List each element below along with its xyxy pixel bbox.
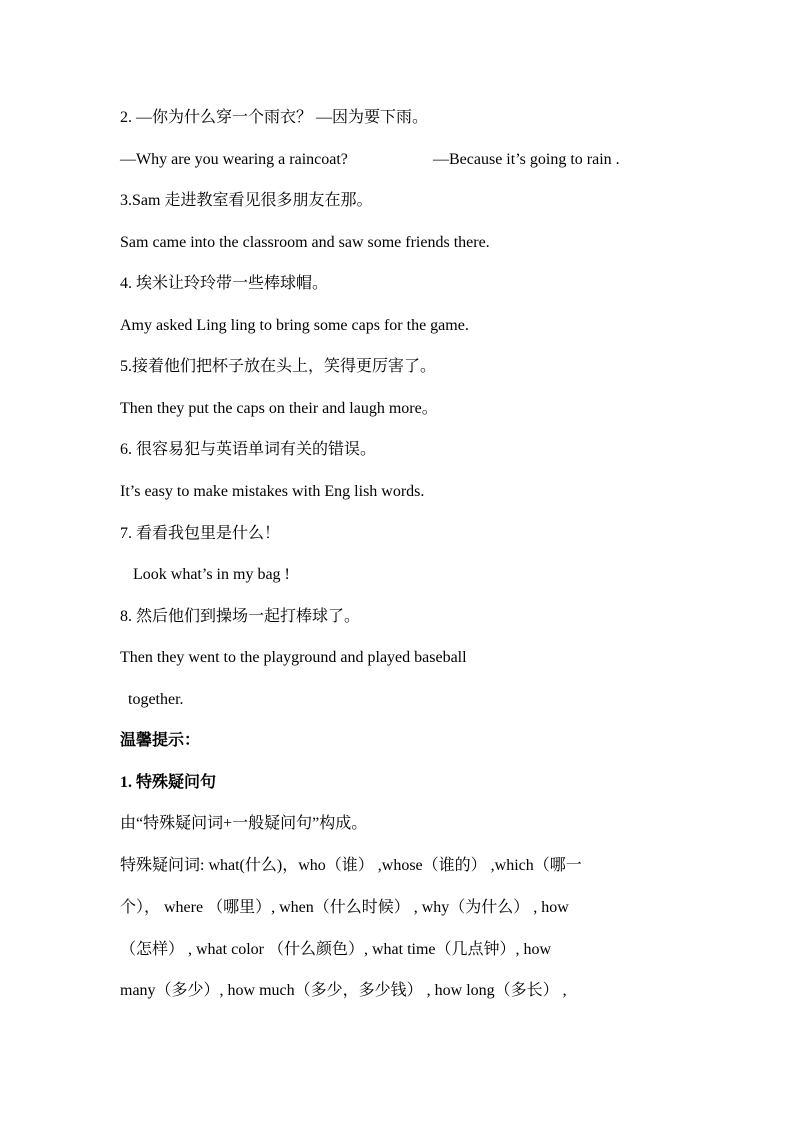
sentence-6-english: It’s easy to make mistakes with Eng lish words. [120,483,425,500]
sentence-7-chinese: 7. 看看我包里是什么！ [120,525,281,542]
tip-1-title: 1. 特殊疑问句 [120,774,217,791]
tip-1-words-line-4: many（多少）, how much（多少，多少钱） , how long（多长） , [120,982,567,999]
sentence-3-english: Sam came into the classroom and saw some friends there. [120,234,490,251]
tip-1-words-line-2: 个）， where （哪里）, when（什么时候） , why（为什么） , how [120,899,569,916]
sentence-8-english-line-1: Then they went to the playground and played baseball [120,649,467,666]
sentence-3-chinese: 3.Sam 走进教室看见很多朋友在那。 [120,192,373,209]
tip-1-words-line-1: 特殊疑问词: what(什么)，who（谁） ,whose（谁的） ,which（哪一 [120,857,582,874]
sentence-2-chinese: 2. —你为什么穿一个雨衣？ —因为要下雨。 [120,109,429,126]
sentence-4-english: Amy asked Ling ling to bring some caps for the game. [120,317,469,334]
sentence-6-chinese: 6. 很容易犯与英语单词有关的错误。 [120,441,377,458]
sentence-7-english: Look what’s in my bag ! [133,566,290,583]
sentence-5-english: Then they put the caps on their and laugh more。 [120,400,438,417]
tips-title: 温馨提示： [120,732,201,749]
sentence-8-chinese: 8. 然后他们到操场一起打棒球了。 [120,608,361,625]
sentence-8-english-line-2: together. [128,691,184,708]
tip-1-words-line-3: （怎样） , what color （什么颜色）, what time（几点钟）, how [120,941,552,958]
sentence-2-english-question: —Why are you wearing a raincoat? [120,151,348,168]
sentence-2-english-answer: —Because it’s going to rain . [433,151,620,168]
sentence-4-chinese: 4. 埃米让玲玲带一些棒球帽。 [120,275,329,292]
tip-1-description: 由“特殊疑问词+一般疑问句”构成。 [120,815,368,832]
sentence-5-chinese: 5.接着他们把杯子放在头上，笑得更厉害了。 [120,358,437,375]
